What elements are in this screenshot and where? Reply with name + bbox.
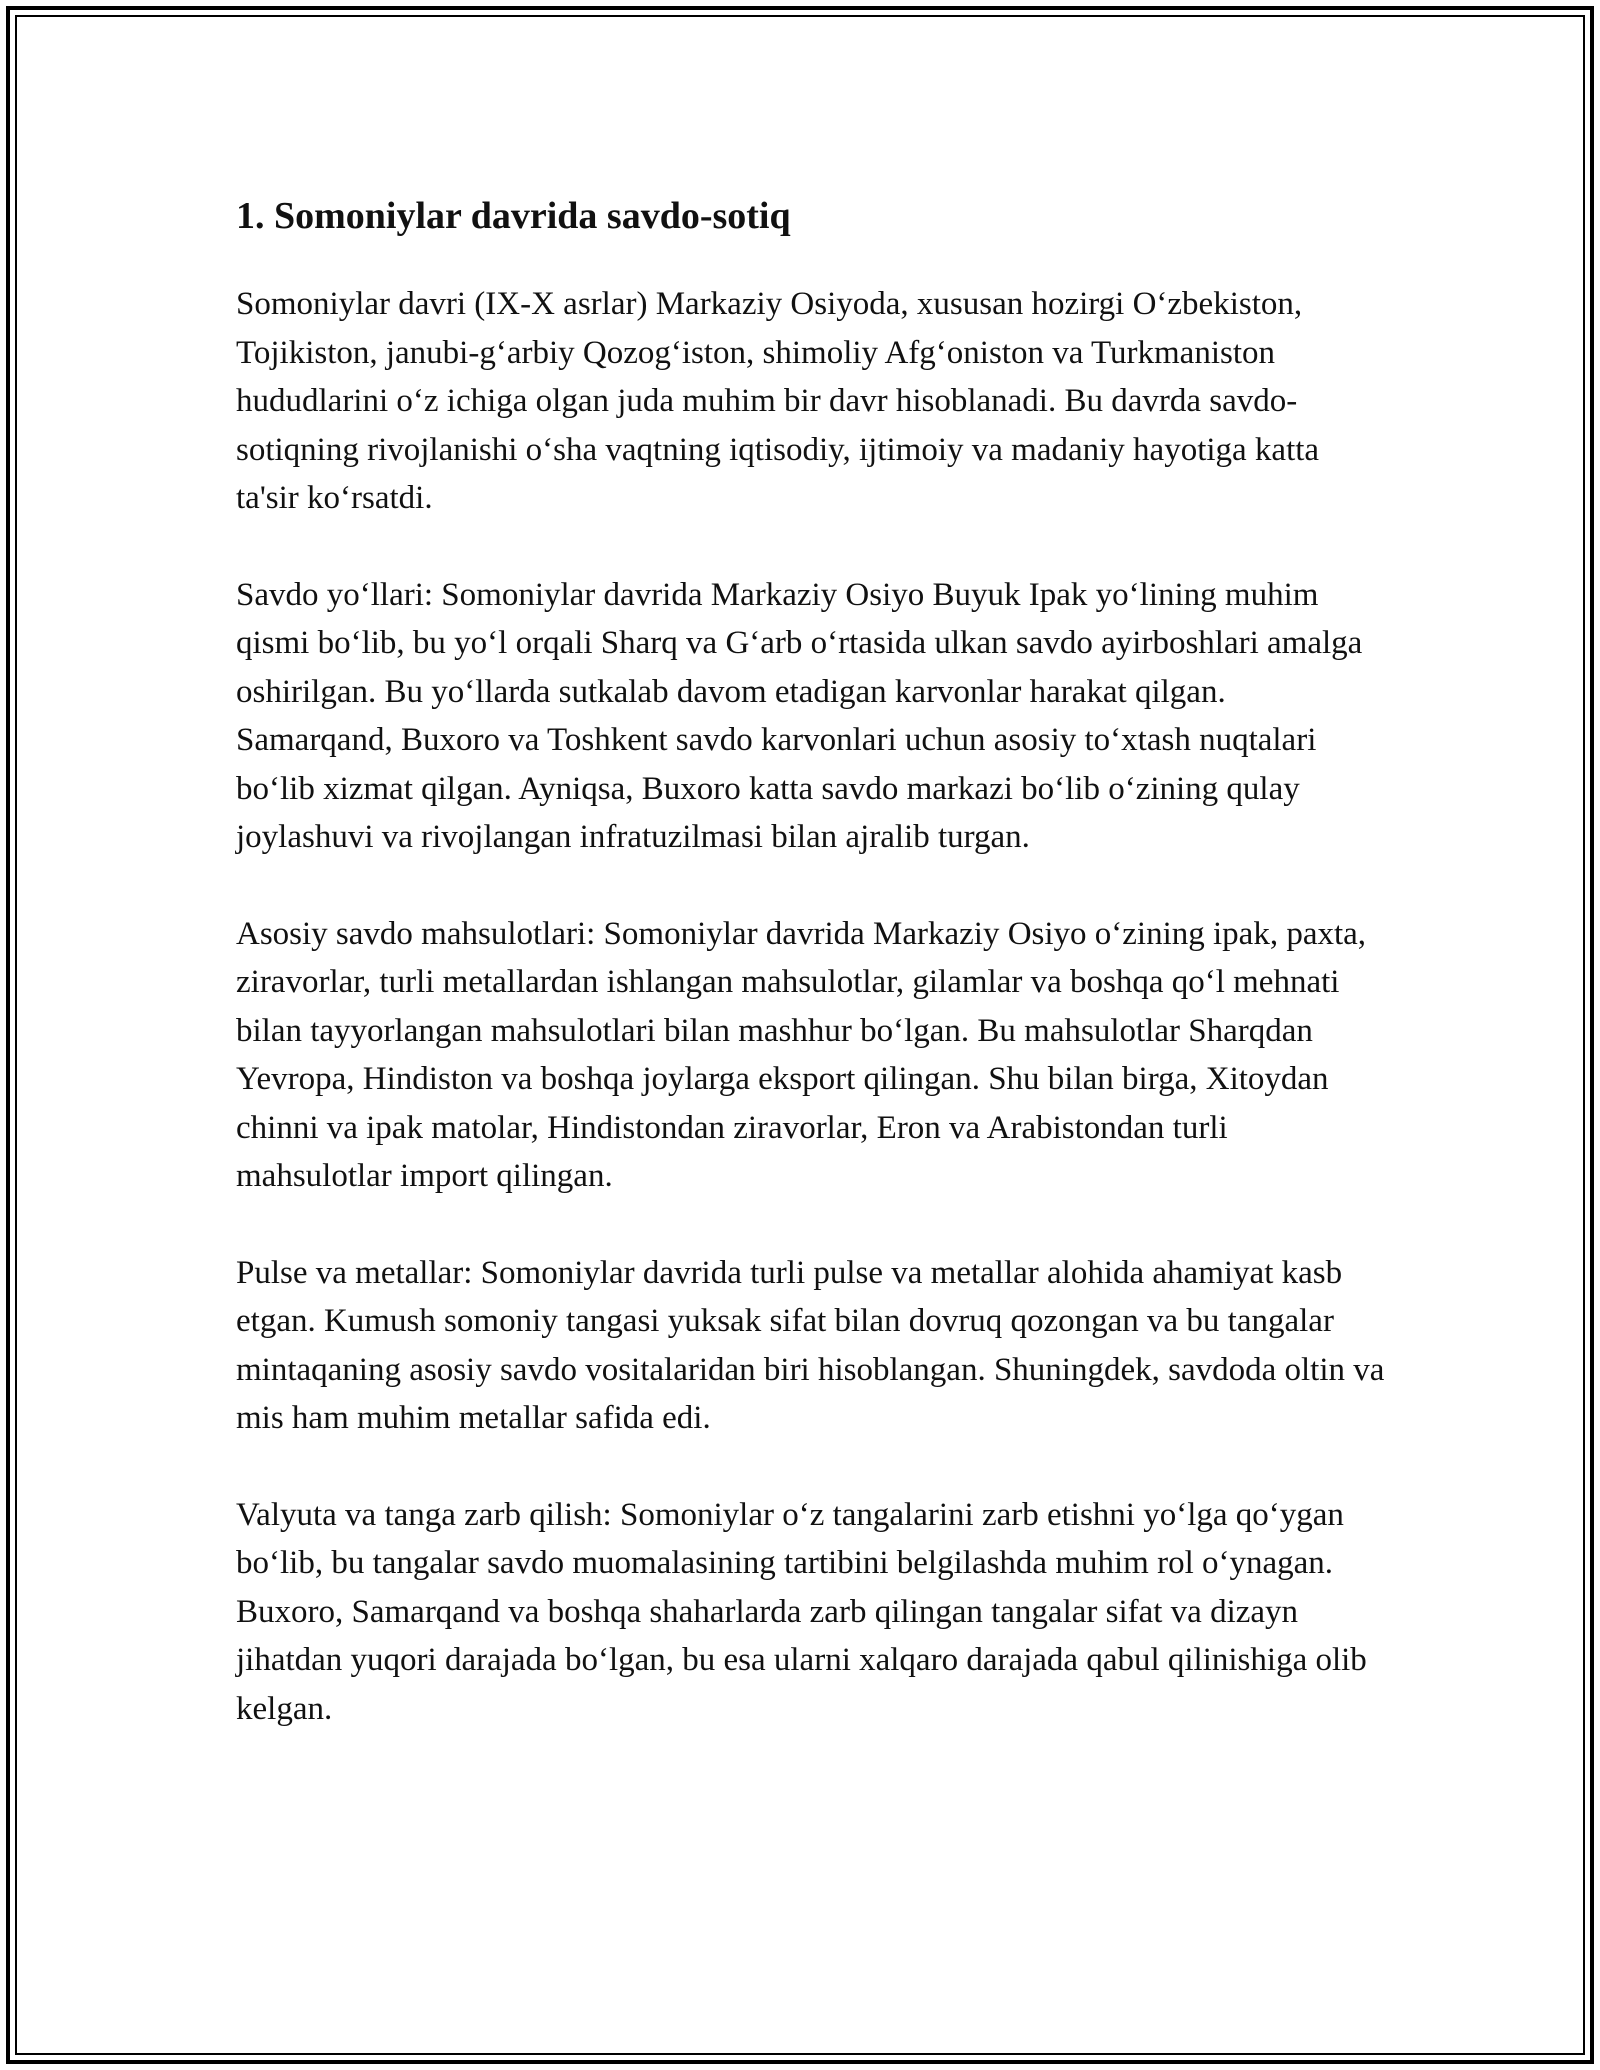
- paragraph-money-metals: Pulse va metallar: Somoniylar davrida turli pulse va metallar alohida ahamiyat kasb etgan. Kumush somoniy tangasi yuksak sifat bilan dovruq qozongan va bu tangalar mintaqaning asosiy savdo vositalaridan biri hisoblangan. Shuningdek, savdoda oltin va mis ham muhim metallar safida edi.: [236, 1254, 1385, 1436]
- paragraph-trade-routes: Savdo yo‘llari: Somoniylar davrida Markaziy Osiyo Buyuk Ipak yo‘lining muhim qismi bo‘lib, bu yo‘l orqali Sharq va G‘arb o‘rtasida ulkan savdo ayirboshlari amalga oshirilgan. Bu yo‘llarda sutkalab davom etadigan karvonlar harakat qilgan. Samarqand, Buxoro va Toshkent savdo karvonlari uchun asosiy to‘xtash nuqtalari bo‘lib xizmat qilgan. Ayniqsa, Buxoro katta savdo markazi bo‘lib o‘zining qulay joylashuvi va rivojlangan infratuzilmasi bilan ajralib turgan.: [236, 576, 1363, 855]
- document-body: [236, 180, 1386, 1781]
- page-title: 1. Somoniylar davrida savdo-sotiq: [236, 195, 791, 237]
- paragraph-intro: Somoniylar davri (IX-X asrlar) Markaziy Osiyoda, xususan hozirgi O‘zbekiston, Tojikiston, janubi-g‘arbiy Qozog‘iston, shimoliy Afg‘oniston va Turkmaniston hududlarini o‘z ichiga olgan juda muhim bir davr hisoblanadi. Bu davrda savdo-sotiqning rivojlanishi o‘sha vaqtning iqtisodiy, ijtimoiy va madaniy hayotiga katta ta'sir ko‘rsatdi.: [236, 286, 1320, 516]
- paragraph-main-products: Asosiy savdo mahsulotlari: Somoniylar davrida Markaziy Osiyo o‘zining ipak, paxta, ziravorlar, turli metallardan ishlangan mahsulotlar, gilamlar va boshqa qo‘l mehnati bilan tayyorlangan mahsulotlari bilan mashhur bo‘lgan. Bu mahsulotlar Sharqdan Yevropa, Hindiston va boshqa joylarga eksport qilingan. Shu bilan birga, Xitoydan chinni va ipak matolar, Hindistondan ziravorlar, Eron va Arabistondan turli mahsulotlar import qilingan.: [236, 915, 1367, 1194]
- paragraph-currency-minting: Valyuta va tanga zarb qilish: Somoniylar o‘z tangalarini zarb etishni yo‘lga qo‘ygan bo‘lib, bu tangalar savdo muomalasining tartibini belgilashda muhim rol o‘ynagan. Buxoro, Samarqand va boshqa shaharlarda zarb qilingan tangalar sifat va dizayn jihatdan yuqori darajada bo‘lgan, bu esa ularni xalqaro darajada qabul qilinishiga olib kelgan.: [236, 1496, 1367, 1727]
